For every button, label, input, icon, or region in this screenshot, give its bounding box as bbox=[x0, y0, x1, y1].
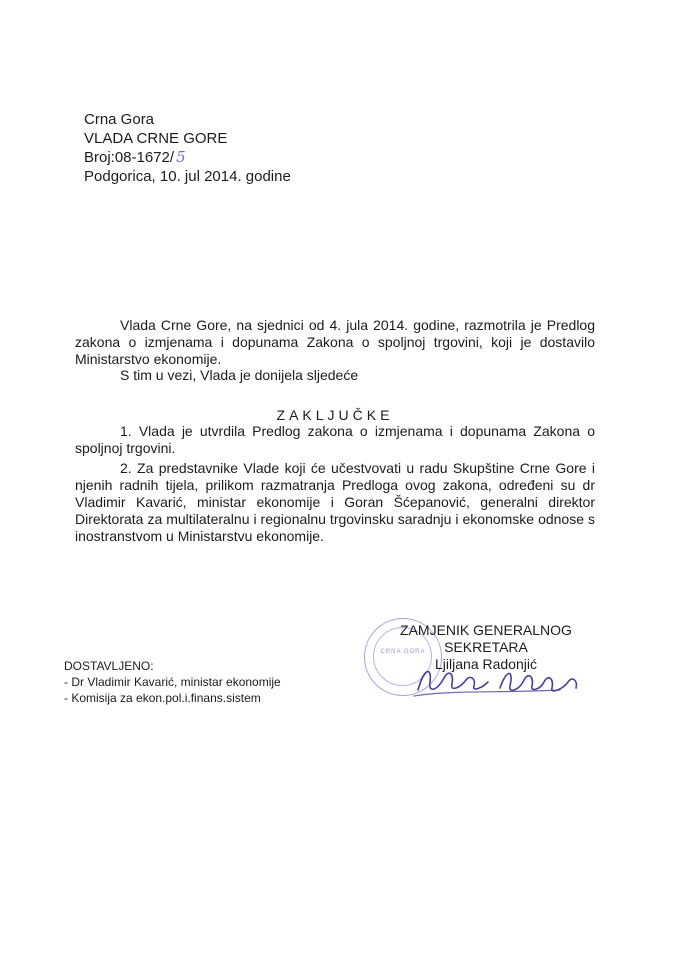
conclusion-item-1: 1. Vlada je utvrdila Predlog zakona o izmjenama i dopunama Zakona o spoljnoj trgovini. bbox=[75, 423, 595, 456]
handwritten-number-mark: 5 bbox=[176, 148, 186, 166]
distribution-label: DOSTAVLJENO: bbox=[64, 659, 154, 673]
stamp-text: CRNA GORA bbox=[380, 649, 426, 655]
signatory-title-line1: ZAMJENIK GENERALNOG bbox=[400, 622, 572, 638]
signatory-name: Ljiljana Radonjić bbox=[435, 656, 537, 672]
document-number-text: Broj:08-1672/ bbox=[84, 149, 175, 166]
document-number bbox=[84, 148, 291, 167]
distribution-item: - Dr Vladimir Kavarić, ministar ekonomije bbox=[64, 675, 281, 689]
conclusion-item-2: 2. Za predstavnike Vlade koji će učestvovati u radu Skupštine Crne Gore i njenih radnih tijela, prilikom razmatranja Predloga ovog zakona, određeni su dr Vladimir Kavarić, ministar ekonomije i Goran Šćepanović, generalni direktor Direktorata za multilateralnu i regionalnu trgovinsku saradnju i ekonomske odnose s inostranstvom u Ministarstvu ekonomije. bbox=[75, 460, 595, 544]
government-name: VLADA CRNE GORE bbox=[84, 130, 228, 147]
distribution-list bbox=[64, 658, 281, 706]
intro-decision-line: S tim u vezi, Vlada je donijela sljedeće bbox=[120, 367, 359, 383]
place-and-date: Podgorica, 10. jul 2014. godine bbox=[84, 168, 291, 185]
intro-paragraph: Vlada Crne Gore, na sjednici od 4. jula 2014. godine, razmotrila je Predlog zakona o izmjenama i dopunama Zakona o spoljnoj trgovini, koji je dostavilo Ministarstvo ekonomije. bbox=[75, 317, 595, 367]
distribution-item: - Komisija za ekon.pol.i.finans.sistem bbox=[64, 691, 261, 705]
document-header bbox=[84, 110, 291, 186]
conclusions-title: ZAKLJUČKE bbox=[276, 407, 394, 423]
country-name: Crna Gora bbox=[84, 111, 155, 128]
handwritten-signature bbox=[410, 660, 585, 702]
signatory-title-line2: SEKRETARA bbox=[444, 639, 528, 655]
